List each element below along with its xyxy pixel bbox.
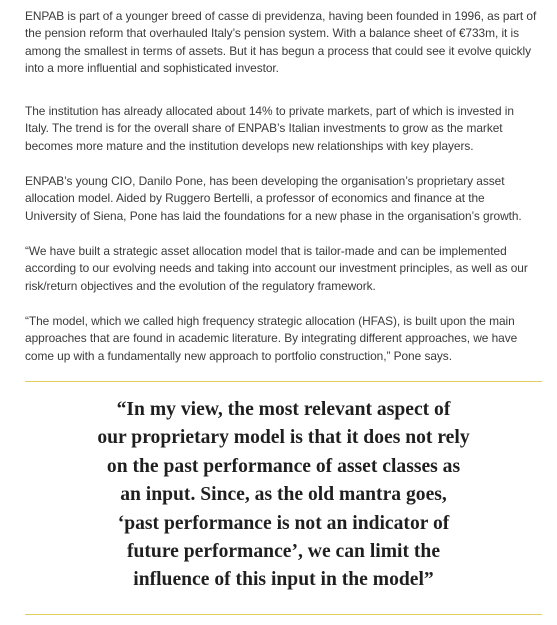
text-line: come up with a fundamentally new approach to portfolio construction,” Pone says. [25,348,452,363]
paragraph-private-markets [25,103,545,155]
pullquote-line: “In my view, the most relevant aspect of [116,399,451,420]
text-line: according to our evolving needs and taking into account our investment principles, as well as our [25,261,528,276]
text-line: ENPAB’s young CIO, Danilo Pone, has been developing the organisation’s proprietary asset [25,174,505,188]
text-line: University of Siena, Pone has laid the foundations for a new phase in the organisation’s growth. [25,208,522,223]
pullquote-line: our proprietary model is that it does not rely [97,427,470,449]
text-line: becomes more mature and the institution develops new relationships with key players. [25,138,474,153]
text-line: “The model, which we called high frequency strategic allocation (HFAS), is built upon the main [25,314,515,328]
text-line: allocation model. Aided by Ruggero Bertelli, a professor of economics and finance at the [25,191,485,206]
pullquote-top-divider [25,381,542,382]
pullquote-line: on the past performance of asset classes as [106,455,461,477]
text-line: “We have built a strategic asset allocation model that is tailor-made and can be implemented [25,244,507,258]
text-line: The institution has already allocated about 14% to private markets, part of which is invested in [25,104,514,118]
text-line: among the smallest in terms of assets. But it has begun a process that could see it evolve quickly [25,43,531,58]
pullquote-bottom-divider [25,614,542,615]
pullquote [25,396,542,595]
pullquote-line: influence of this input in the model” [133,569,434,591]
paragraph-quote-model [25,243,545,295]
text-line: ENPAB is part of a younger breed of casse di previdenza, having been founded in 1996, as part of [25,9,537,23]
pullquote-line: future performance’, we can limit the [126,541,441,563]
paragraph-quote-hfas [25,313,545,365]
pullquote-line: an input. Since, as the old mantra goes, [120,484,447,506]
paragraph-enpab-intro [25,8,545,78]
text-line: the pension reform that overhauled Italy’s pension system. With a balance sheet of €733m, it is [25,26,520,41]
paragraph-cio [25,173,545,225]
text-line: into a more influential and sophisticated investor. [25,61,279,76]
text-line: Italy. The trend is for the overall share of ENPAB’s Italian investments to grow as the market [25,121,503,136]
text-line: approaches that are found in academic literature. By integrating different approaches, we have [25,331,518,346]
pullquote-line: ‘past performance is not an indicator of [117,512,450,534]
text-line: risk/return objectives and the evolution of the regulatory framework. [25,278,376,293]
